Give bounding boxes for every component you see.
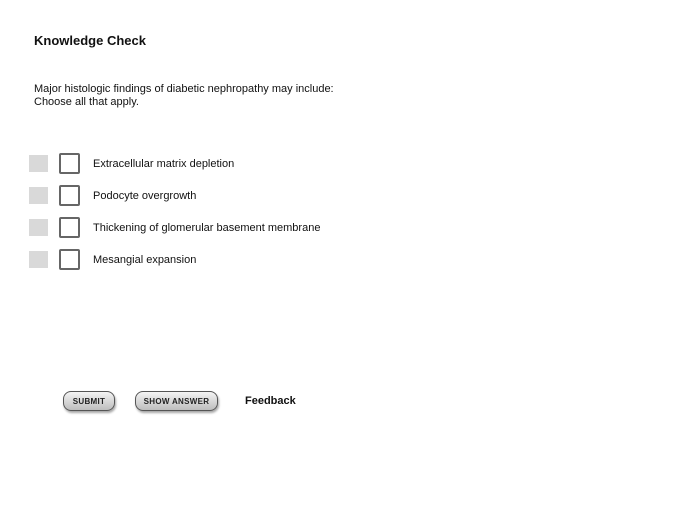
option-label[interactable]: Podocyte overgrowth	[93, 190, 197, 202]
feedback-label: Feedback	[245, 395, 296, 407]
feedback-marker	[29, 187, 48, 204]
option-label[interactable]: Mesangial expansion	[93, 254, 197, 266]
question-text: Major histologic findings of diabetic nephropathy may include:	[34, 83, 334, 95]
feedback-marker	[29, 251, 48, 268]
question-instruction: Choose all that apply.	[34, 96, 139, 108]
option-label[interactable]: Extracellular matrix depletion	[93, 158, 235, 170]
option-label[interactable]: Thickening of glomerular basement membrane	[93, 222, 321, 234]
show-answer-button[interactable]: SHOW ANSWER	[135, 391, 218, 411]
question-prompt	[34, 83, 334, 109]
feedback-marker	[29, 219, 48, 236]
feedback-marker	[29, 155, 48, 172]
submit-button[interactable]: SUBMIT	[63, 391, 115, 411]
option-checkbox-3[interactable]	[59, 217, 80, 238]
page-title: Knowledge Check	[34, 33, 146, 48]
option-checkbox-4[interactable]	[59, 249, 80, 270]
option-checkbox-1[interactable]	[59, 153, 80, 174]
option-checkbox-2[interactable]	[59, 185, 80, 206]
